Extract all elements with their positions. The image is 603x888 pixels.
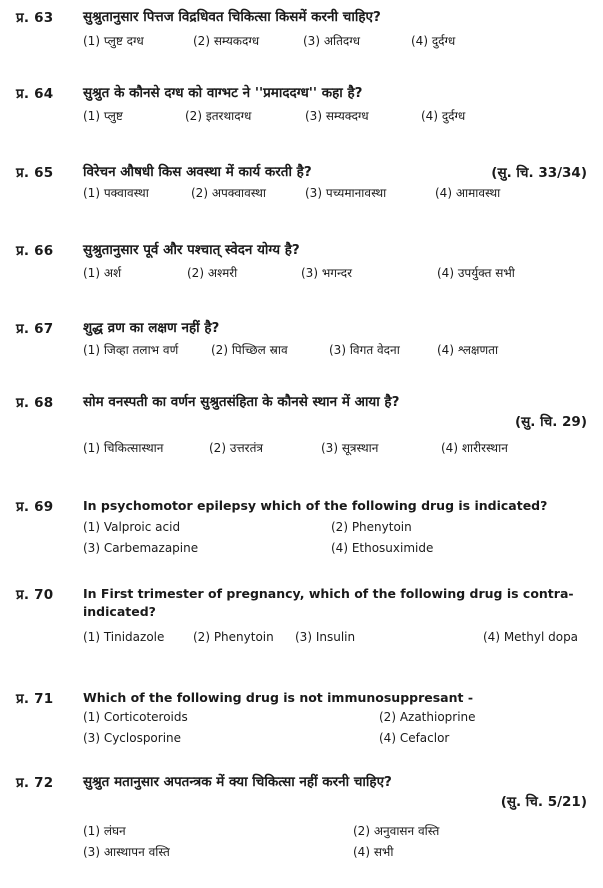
question-number: प्र. 70 (16, 587, 54, 603)
option-1: (1) लंघन (83, 824, 126, 838)
question-number: प्र. 72 (16, 775, 54, 791)
question-stem: सुश्रुत के कौनसे दग्ध को वाग्भट ने ''प्रमाददग्ध'' कहा है? (83, 85, 363, 101)
question-stem: विरेचन औषधी किस अवस्था में कार्य करती है? (83, 164, 312, 180)
option-2: (2) Phenytoin (193, 630, 274, 644)
option-2: (2) अश्मरी (187, 266, 238, 280)
question-stem: In First trimester of pregnancy, which of the following drug is contra-indicated? (83, 586, 574, 619)
question-number: प्र. 67 (16, 321, 54, 337)
option-1: (1) Valproic acid (83, 520, 181, 534)
option-3: (3) सूत्रस्थान (321, 441, 379, 455)
option-3: (3) सम्यक्दग्ध (305, 109, 369, 123)
option-4: (4) उपर्युक्त सभी (437, 266, 515, 280)
option-4: (4) Ethosuximide (331, 541, 434, 555)
question-number: प्र. 63 (16, 10, 54, 26)
option-2: (2) अपक्वावस्था (191, 186, 266, 200)
option-2: (2) सम्यकदग्ध (193, 34, 260, 48)
option-3: (3) Cyclosporine (83, 731, 182, 745)
option-3: (3) पच्यमानावस्था (305, 186, 387, 200)
option-4: (4) दुर्दग्ध (421, 109, 466, 123)
source-reference: (सु. चि. 5/21) (500, 794, 587, 810)
option-3: (3) भगन्दर (301, 266, 352, 280)
option-2: (2) Phenytoin (331, 520, 412, 534)
question-number: प्र. 65 (16, 165, 54, 181)
option-1: (1) पक्वावस्था (83, 186, 149, 200)
question-stem: सुश्रुतानुसार पित्तज विद्रधिवत चिकित्सा किसमें करनी चाहिए? (83, 9, 381, 25)
question-stem: सोम वनस्पती का वर्णन सुश्रुतसंहिता के कौनसे स्थान में आया है? (83, 394, 400, 410)
option-4: (4) आमावस्था (435, 186, 501, 200)
option-1: (1) Corticoteroids (83, 710, 188, 724)
question-number: प्र. 71 (16, 691, 54, 707)
option-4: (4) शारीरस्थान (441, 441, 508, 455)
option-1: (1) चिकित्सास्थान (83, 441, 164, 455)
option-3: (3) विगत वेदना (329, 343, 400, 357)
option-3: (3) आस्थापन वस्ति (83, 845, 170, 859)
question-number: प्र. 68 (16, 395, 54, 411)
option-4: (4) Cefaclor (379, 731, 450, 745)
question-stem: Which of the following drug is not immunosuppresant - (83, 690, 474, 705)
option-2: (2) पिच्छिल स्राव (211, 343, 288, 357)
option-3: (3) Insulin (295, 630, 356, 644)
option-2: (2) इतरथादग्ध (185, 109, 252, 123)
option-4: (4) दुर्दग्ध (411, 34, 456, 48)
option-1: (1) प्लुष्ट (83, 109, 123, 123)
question-stem: सुश्रुतानुसार पूर्व और पश्चात् स्वेदन योग्य है? (83, 242, 300, 258)
option-1: (1) अर्श (83, 266, 122, 280)
option-3: (3) अतिदग्ध (303, 34, 361, 48)
question-stem: In psychomotor epilepsy which of the following drug is indicated? (83, 498, 548, 513)
question-stem: सुश्रुत मतानुसार अपतन्त्रक में क्या चिकित्सा नहीं करनी चाहिए? (83, 774, 392, 790)
question-number: प्र. 66 (16, 243, 54, 259)
option-4: (4) सभी (353, 845, 394, 859)
source-reference: (सु. चि. 33/34) (491, 165, 587, 181)
option-4: (4) श्लक्षणता (437, 343, 499, 357)
option-1: (1) जिव्हा तलाभ वर्ण (83, 343, 179, 357)
option-1: (1) Tinidazole (83, 630, 165, 644)
question-number: प्र. 64 (16, 86, 54, 102)
option-2: (2) अनुवासन वस्ति (353, 824, 440, 838)
question-stem: शुद्ध व्रण का लक्षण नहीं है? (83, 320, 220, 336)
source-reference: (सु. चि. 29) (515, 414, 587, 430)
option-2: (2) Azathioprine (379, 710, 476, 724)
option-1: (1) प्लुष्ट दग्ध (83, 34, 144, 48)
option-4: (4) Methyl dopa (483, 630, 579, 644)
option-2: (2) उत्तरतंत्र (209, 441, 264, 455)
option-3: (3) Carbemazapine (83, 541, 199, 555)
question-number: प्र. 69 (16, 499, 54, 515)
